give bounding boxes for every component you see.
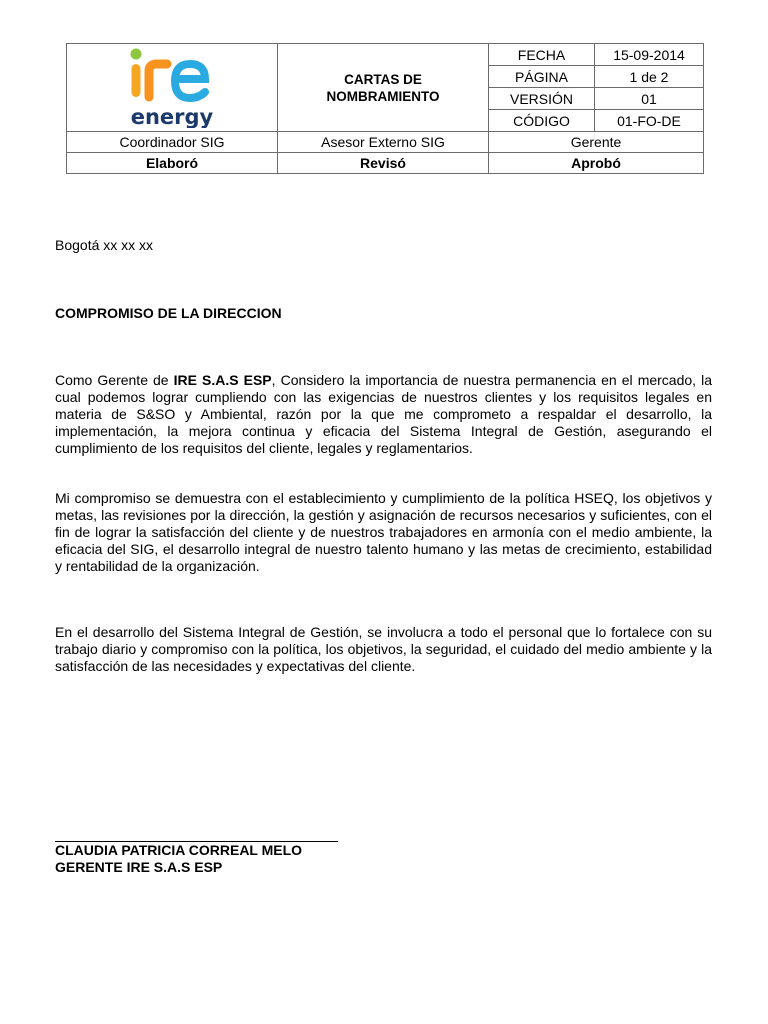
role-aprobo: Gerente xyxy=(489,132,704,153)
sign-label-elaboro: Elaboró xyxy=(67,153,278,174)
meta-label-codigo: CÓDIGO xyxy=(489,110,595,132)
company-logo xyxy=(67,44,278,132)
meta-value-codigo: 01-FO-DE xyxy=(595,110,704,132)
role-elaboro: Coordinador SIG xyxy=(67,132,278,153)
meta-label-version: VERSIÓN xyxy=(489,88,595,110)
signatory-title: GERENTE IRE S.A.S ESP xyxy=(55,859,223,875)
paragraph-3: En el desarrollo del Sistema Integral de Gestión, se involucra a todo el personal que lo fortalece con su trabajo diario y compromiso con la política, los objetivos, la seguridad, el cuidado del medio ambiente y la satisfacción de las necesidades y expectativas del cliente. xyxy=(55,624,712,674)
sign-label-reviso: Revisó xyxy=(278,153,489,174)
paragraph-2: Mi compromiso se demuestra con el establecimiento y cumplimiento de la política HSEQ, los objetivos y metas, las revisiones por la dirección, la gestión y asignación de recursos necesarios y suficientes, con el fin de lograr la satisfacción del cliente y de nuestros trabajadores en armonía con el medio ambiente, la eficacia del SIG, el desarrollo integral de nuestro talento humano y las metas de crecimiento, estabilidad y rentabilidad de la organización. xyxy=(55,490,712,574)
title-line-1: CARTAS DE xyxy=(344,71,422,87)
paragraph-1-rest: , Considero la importancia de nuestra permanencia en el mercado, la cual podemos lograr cumpliendo con las exigencias de nuestros clientes y los requisitos legales en materia de S&SO y Ambiental, razón por la que me comprometo a respaldar el desarrollo, la implementación, la mejora continua y eficacia del Sistema Integral de Gestión, asegurando el cumplimiento de los requisitos del cliente, legales y reglamentarios. xyxy=(55,372,712,456)
section-heading: COMPROMISO DE LA DIRECCION xyxy=(55,305,282,321)
ire-energy-logo xyxy=(122,44,222,128)
meta-label-pagina: PÁGINA xyxy=(489,66,595,88)
meta-value-fecha: 15-09-2014 xyxy=(595,44,704,66)
sign-label-aprobo: Aprobó xyxy=(489,153,704,174)
company-name: IRE S.A.S ESP xyxy=(173,372,272,388)
meta-value-version: 01 xyxy=(595,88,704,110)
meta-value-pagina: 1 de 2 xyxy=(595,66,704,88)
document-header-table xyxy=(66,43,704,174)
logo-wordmark-energy: energy xyxy=(130,105,214,128)
document-title xyxy=(278,44,489,132)
role-reviso: Asesor Externo SIG xyxy=(278,132,489,153)
paragraph-1 xyxy=(55,372,712,457)
signatory-name: CLAUDIA PATRICIA CORREAL MELO xyxy=(55,842,303,858)
place-date: Bogotá xx xx xx xyxy=(55,237,154,253)
title-line-2: NOMBRAMIENTO xyxy=(326,88,440,104)
paragraph-1-intro: Como Gerente de xyxy=(55,372,174,388)
meta-label-fecha: FECHA xyxy=(489,44,595,66)
